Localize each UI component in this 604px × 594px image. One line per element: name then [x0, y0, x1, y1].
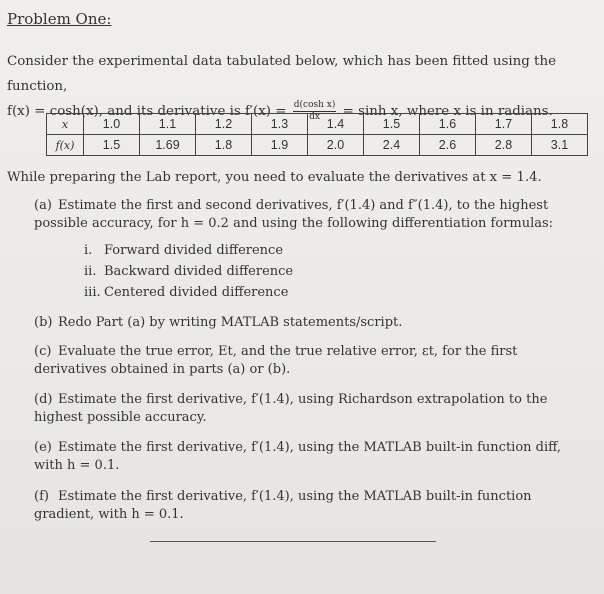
evaluation-point-text: While preparing the Lab report, you need to evaluate the derivatives at x = 1.4.	[7, 170, 542, 185]
part-label: (a)	[34, 198, 52, 213]
part-label: (b)	[34, 315, 53, 330]
table-cell: 1.8	[532, 114, 588, 135]
table-cell: 1.1	[140, 114, 196, 135]
part-label: (f)	[34, 489, 49, 504]
table-cell: 1.5	[364, 114, 420, 135]
list-item-number: ii.	[84, 264, 97, 279]
part-f	[34, 488, 594, 524]
list-item-number: iii.	[84, 285, 101, 300]
part-text: Evaluate the true error, Et, and the true relative error, εt, for the first derivatives obtained in parts (a) or (b).	[34, 344, 518, 377]
part-text: Estimate the first derivative, f′(1.4), using the MATLAB built-in function diff, with h = 0.1.	[34, 440, 562, 473]
table-cell: 1.0	[84, 114, 140, 135]
table-row-x	[47, 114, 588, 135]
part-c	[34, 343, 594, 379]
fraction-numerator: d(cosh x)	[293, 100, 336, 110]
list-item-text: Centered divided difference	[104, 285, 289, 300]
table-header-x: x	[47, 114, 84, 135]
table-cell: 1.69	[140, 135, 196, 156]
part-label: (e)	[34, 440, 52, 455]
part-e	[34, 439, 594, 475]
table-cell: 1.6	[420, 114, 476, 135]
list-item-text: Backward divided difference	[104, 264, 294, 279]
part-text: Estimate the first derivative, f′(1.4), using the MATLAB built-in function gradient, with h = 0.1.	[34, 489, 532, 522]
table-cell: 2.0	[308, 135, 364, 156]
list-item	[84, 261, 504, 282]
list-item	[84, 240, 504, 261]
table-cell: 1.5	[84, 135, 140, 156]
part-b	[34, 314, 594, 332]
table-cell: 3.1	[532, 135, 588, 156]
table-header-fx: f(x)	[47, 135, 84, 156]
table-cell: 1.3	[252, 114, 308, 135]
list-item-text: Forward divided difference	[104, 243, 284, 258]
table-cell: 2.6	[420, 135, 476, 156]
table-cell: 1.9	[252, 135, 308, 156]
part-d	[34, 391, 594, 427]
list-item	[84, 282, 504, 303]
table-row-fx	[47, 135, 588, 156]
part-text: Estimate the first derivative, f′(1.4), using Richardson extrapolation to the highest possible accuracy.	[34, 392, 548, 425]
part-text: Estimate the first and second derivatives, f′(1.4) and f″(1.4), to the highest possible accuracy, for h = 0.2 and using the following differentiation formulas:	[34, 198, 554, 231]
table-cell: 1.7	[476, 114, 532, 135]
derivative-result: = sinh x, where x is in radians.	[342, 104, 553, 119]
table-cell: 2.8	[476, 135, 532, 156]
data-table	[46, 113, 588, 156]
table-cell: 1.2	[196, 114, 252, 135]
table-cell: 1.8	[196, 135, 252, 156]
fraction-denominator: dx	[309, 112, 320, 122]
list-item-number: i.	[84, 243, 93, 258]
table-cell: 2.4	[364, 135, 420, 156]
table-cell: 1.4	[308, 114, 364, 135]
page-title: Problem One:	[7, 10, 112, 28]
part-label: (d)	[34, 392, 53, 407]
function-definition: f(x) = cosh(x), and its derivative is f′(x) =	[7, 104, 287, 119]
part-label: (c)	[34, 344, 52, 359]
part-a	[34, 197, 594, 233]
divider-line	[150, 541, 436, 542]
intro-line-1: Consider the experimental data tabulated below, which has been fitted using the function,	[7, 54, 556, 94]
formula-list	[84, 240, 504, 303]
part-text: Redo Part (a) by writing MATLAB statements/script.	[58, 315, 403, 330]
